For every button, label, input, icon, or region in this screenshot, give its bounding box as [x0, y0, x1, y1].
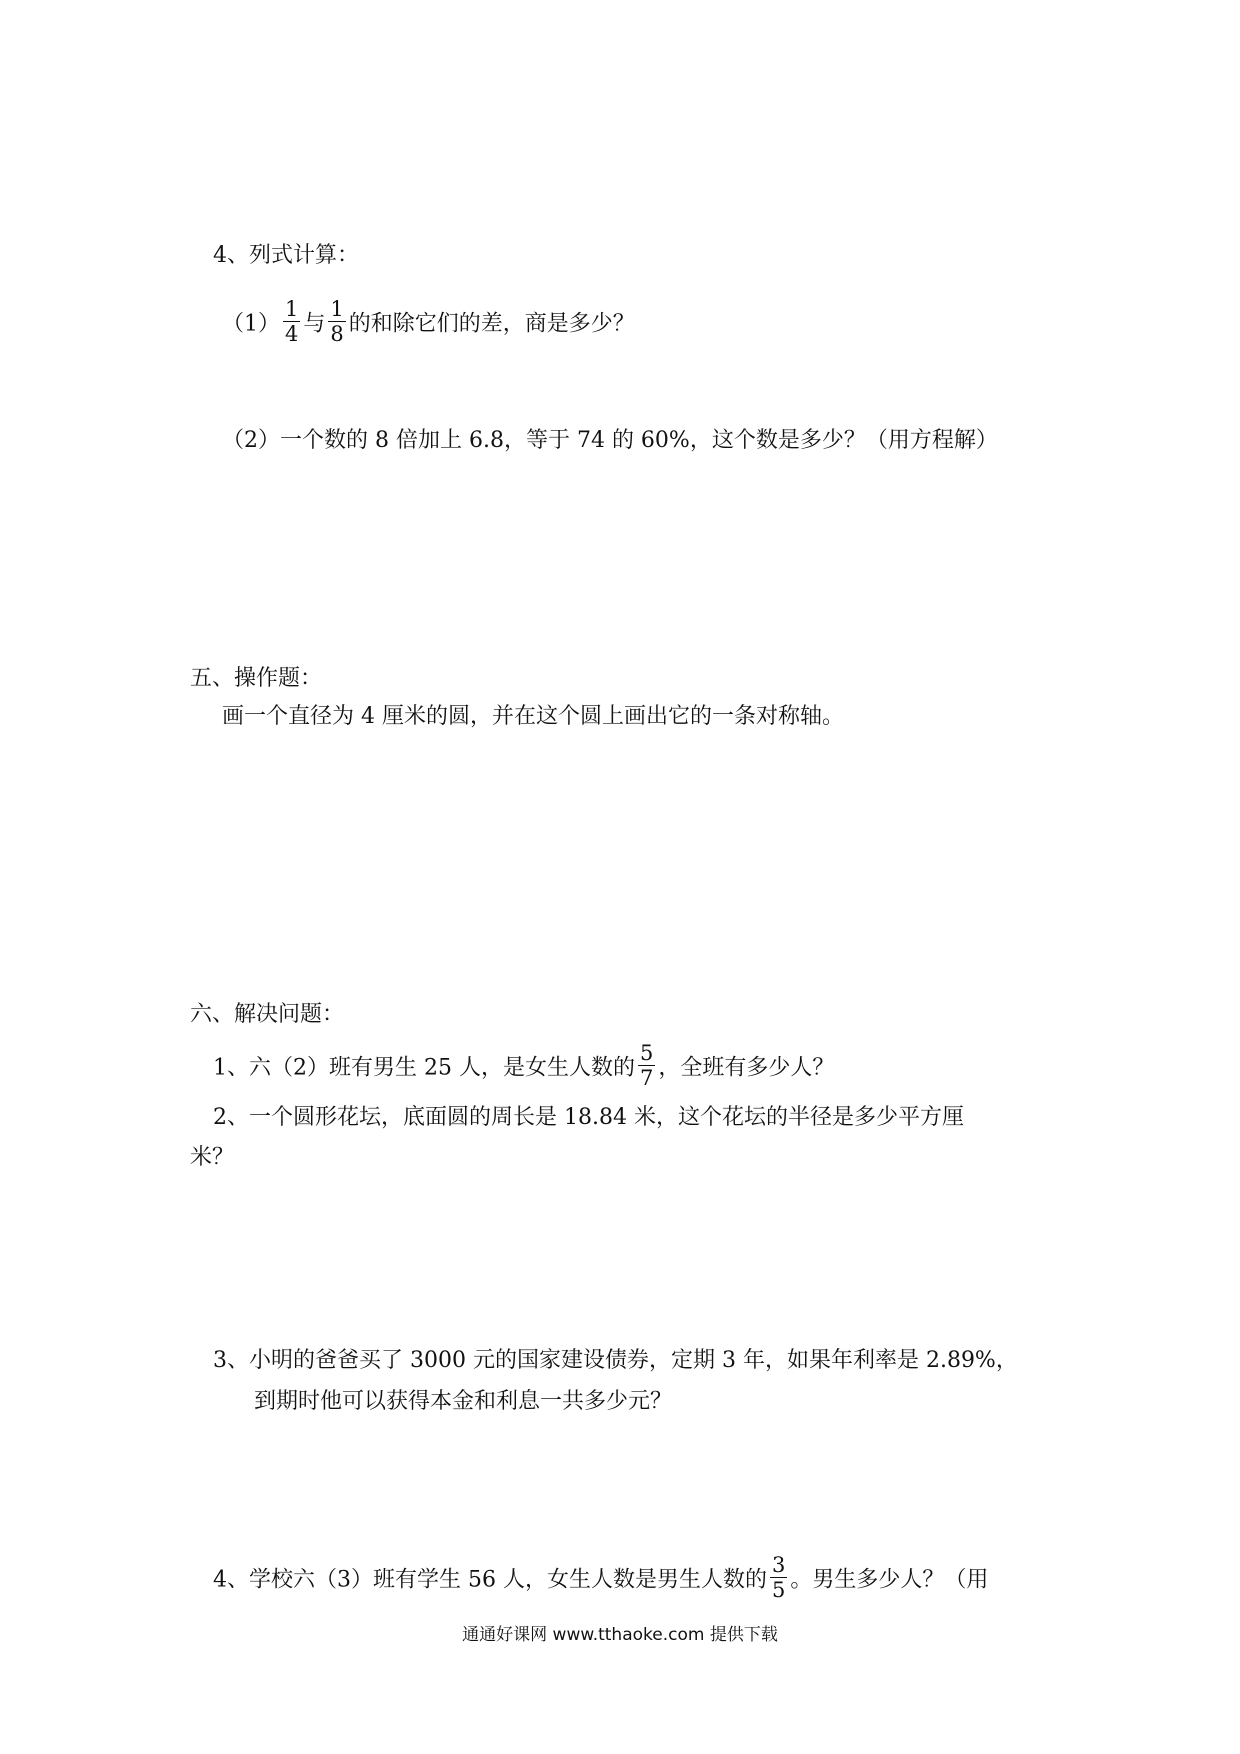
problem-2-line-2: 米？: [190, 1145, 235, 1170]
fraction-one-quarter: $\frac{1}{4}$: [285, 297, 299, 346]
q1-mid: 与: [303, 311, 326, 337]
problem-1: [213, 1041, 835, 1093]
problem-3-line-2: 到期时他可以获得本金和利息一共多少元？: [254, 1389, 673, 1414]
section4-question-1: [222, 297, 635, 349]
problem-2-line-1: 2、一个圆形花坛，底面圆的周长是 18.84 米，这个花坛的半径是多少平方厘: [213, 1105, 964, 1130]
problem-1-suffix: ，全班有多少人？: [658, 1055, 835, 1081]
fraction-one-eighth: $\frac{1}{8}$: [330, 297, 344, 346]
problem-1-prefix: 1、六（2）班有男生 25 人，是女生人数的: [213, 1055, 635, 1081]
q1-prefix: （1）: [222, 311, 280, 337]
problem-4: [213, 1553, 989, 1605]
fraction-three-fifths: $\frac{3}{5}$: [771, 1553, 786, 1602]
fraction-five-sevenths: $\frac{5}{7}$: [639, 1041, 654, 1090]
problem-4-suffix: 。男生多少人？（用: [790, 1567, 989, 1593]
section4-question-2: （2）一个数的 8 倍加上 6.8，等于 74 的 60%，这个数是多少？（用方程解）: [222, 428, 998, 453]
page-footer: 通通好课网 www.tthaoke.com 提供下载: [462, 1625, 778, 1645]
section5-heading: 五、操作题：: [190, 666, 323, 691]
section6-heading: 六、解决问题：: [190, 1002, 345, 1027]
q1-suffix: 的和除它们的差，商是多少？: [348, 311, 635, 337]
section5-task: 画一个直径为 4 厘米的圆，并在这个圆上画出它的一条对称轴。: [222, 704, 844, 729]
problem-4-prefix: 4、学校六（3）班有学生 56 人，女生人数是男生人数的: [213, 1567, 767, 1593]
section4-heading: 4、列式计算：: [213, 243, 359, 268]
problem-3-line-1: 3、小明的爸爸买了 3000 元的国家建设债券，定期 3 年，如果年利率是 2.89%，: [213, 1348, 1018, 1373]
